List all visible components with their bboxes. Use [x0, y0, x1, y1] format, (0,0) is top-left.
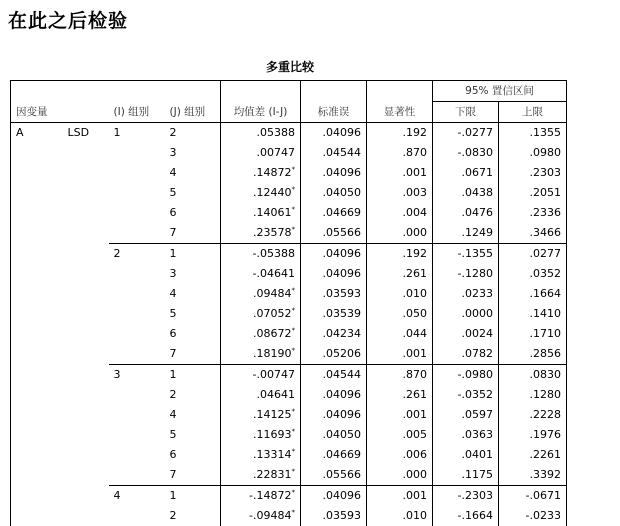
- mean-diff-value: .23578: [253, 226, 292, 239]
- mean-diff-cell: [221, 506, 301, 526]
- lower-bound-cell: .1175: [433, 465, 499, 486]
- method-cell: [63, 445, 109, 465]
- mean-diff-cell: [221, 445, 301, 465]
- upper-bound-cell: .1280: [499, 385, 567, 405]
- std-error-cell: .04096: [301, 123, 367, 144]
- table-row: [11, 506, 567, 526]
- table-row: [11, 385, 567, 405]
- significance-cell: .192: [367, 244, 433, 265]
- header-row-top: [11, 81, 567, 102]
- header-j-group: (J) 组别: [165, 102, 221, 123]
- significance-cell: .192: [367, 123, 433, 144]
- mean-diff-cell: [221, 143, 301, 163]
- significance-star: *: [291, 286, 295, 295]
- method-cell: [63, 506, 109, 526]
- table-row: [11, 304, 567, 324]
- lower-bound-cell: -.0980: [433, 365, 499, 386]
- header-lower: 下限: [433, 102, 499, 123]
- lower-bound-cell: .0597: [433, 405, 499, 425]
- lower-bound-cell: .0438: [433, 183, 499, 203]
- method-cell: LSD: [67, 126, 90, 139]
- i-group-cell: [109, 344, 165, 365]
- significance-cell: .005: [367, 425, 433, 445]
- lower-bound-cell: -.1280: [433, 264, 499, 284]
- significance-star: *: [291, 326, 295, 335]
- mean-diff-cell: [221, 465, 301, 486]
- mean-diff-value: .14872: [253, 166, 292, 179]
- mean-diff-value: .18190: [253, 347, 292, 360]
- mean-diff-cell: [221, 405, 301, 425]
- table-row: [11, 163, 567, 183]
- mean-diff-value: -.09484: [249, 509, 292, 522]
- std-error-cell: .04096: [301, 244, 367, 265]
- lower-bound-cell: -.0830: [433, 143, 499, 163]
- mean-diff-value: -.14872: [249, 489, 292, 502]
- header-row-bottom: [11, 102, 567, 123]
- dependent-var-cell: [11, 365, 63, 386]
- significance-star: *: [291, 508, 295, 517]
- lower-bound-cell: .1249: [433, 223, 499, 244]
- i-group-cell: 2: [109, 244, 165, 265]
- upper-bound-cell: .2303: [499, 163, 567, 183]
- std-error-cell: .04669: [301, 203, 367, 223]
- mean-diff-cell: [221, 284, 301, 304]
- std-error-cell: .03539: [301, 304, 367, 324]
- std-error-cell: .04096: [301, 385, 367, 405]
- dependent-var-cell: [11, 405, 63, 425]
- j-group-cell: 5: [169, 186, 177, 199]
- dependent-var-cell: [11, 385, 63, 405]
- method-cell: [63, 284, 109, 304]
- upper-bound-cell: .0980: [499, 143, 567, 163]
- mean-diff-value: .11693: [253, 428, 292, 441]
- table-row: [11, 223, 567, 244]
- mean-diff-value: -.05388: [252, 247, 295, 260]
- i-group-cell: 1: [113, 126, 121, 139]
- dependent-var-cell: [11, 304, 63, 324]
- lower-bound-cell: .0024: [433, 324, 499, 344]
- mean-diff-cell: [221, 304, 301, 324]
- table-row: [11, 264, 567, 284]
- mean-diff-value: .09484: [253, 287, 292, 300]
- j-group-cell: 4: [169, 166, 177, 179]
- significance-cell: .010: [367, 506, 433, 526]
- significance-star: *: [291, 346, 295, 355]
- mean-diff-value: -.00747: [252, 368, 295, 381]
- mean-diff-cell: [221, 425, 301, 445]
- dependent-var-cell: [11, 183, 63, 203]
- dependent-var-cell: [11, 425, 63, 445]
- dependent-var-cell: [11, 324, 63, 344]
- std-error-cell: .04050: [301, 425, 367, 445]
- dependent-var-cell: [11, 143, 63, 163]
- table-row: [11, 465, 567, 486]
- mean-diff-value: .13314: [253, 448, 292, 461]
- j-group-cell: 6: [169, 206, 177, 219]
- std-error-cell: .05566: [301, 223, 367, 244]
- lower-bound-cell: .0476: [433, 203, 499, 223]
- table-row: [11, 486, 567, 507]
- mean-diff-cell: [221, 123, 301, 144]
- multiple-comparisons-table: [10, 80, 567, 526]
- j-group-cell: 2: [169, 388, 177, 401]
- lower-bound-cell: -.0277: [433, 123, 499, 144]
- method-cell: [63, 465, 109, 486]
- significance-cell: .010: [367, 284, 433, 304]
- dependent-var-cell: [11, 264, 63, 284]
- upper-bound-cell: .0352: [499, 264, 567, 284]
- mean-diff-value: .04641: [256, 388, 295, 401]
- mean-diff-cell: [221, 203, 301, 223]
- i-group-cell: [109, 445, 165, 465]
- upper-bound-cell: .2051: [499, 183, 567, 203]
- i-group-cell: 4: [109, 486, 165, 507]
- mean-diff-cell: [221, 365, 301, 386]
- significance-cell: .261: [367, 385, 433, 405]
- header-significance: 显著性: [367, 102, 433, 123]
- method-cell: [63, 304, 109, 324]
- significance-star: *: [291, 407, 295, 416]
- mean-diff-value: .14061: [253, 206, 292, 219]
- j-group-cell: 2: [169, 509, 177, 522]
- std-error-cell: .04096: [301, 264, 367, 284]
- mean-diff-value: .05388: [256, 126, 295, 139]
- upper-bound-cell: .2856: [499, 344, 567, 365]
- upper-bound-cell: -.0233: [499, 506, 567, 526]
- mean-diff-value: -.04641: [252, 267, 295, 280]
- upper-bound-cell: .1355: [499, 123, 567, 144]
- significance-cell: .044: [367, 324, 433, 344]
- dependent-var-cell: A: [11, 123, 63, 144]
- dependent-var-cell: [11, 284, 63, 304]
- lower-bound-cell: .0401: [433, 445, 499, 465]
- significance-cell: .870: [367, 365, 433, 386]
- std-error-cell: .05566: [301, 465, 367, 486]
- j-group-cell: 3: [169, 267, 177, 280]
- table-row: [11, 344, 567, 365]
- j-group-cell: 1: [165, 365, 221, 386]
- j-group-cell: 4: [169, 287, 177, 300]
- significance-cell: .261: [367, 264, 433, 284]
- method-cell: [63, 223, 109, 244]
- lower-bound-cell: -.2303: [433, 486, 499, 507]
- lower-bound-cell: .0671: [433, 163, 499, 183]
- j-group-cell: 4: [169, 408, 177, 421]
- table-row: [11, 123, 567, 144]
- mean-diff-cell: [221, 344, 301, 365]
- j-group-cell: 3: [169, 146, 177, 159]
- lower-bound-cell: .0233: [433, 284, 499, 304]
- upper-bound-cell: .2261: [499, 445, 567, 465]
- significance-cell: .001: [367, 405, 433, 425]
- std-error-cell: .04544: [301, 143, 367, 163]
- i-group-cell: [109, 304, 165, 324]
- table-caption: 多重比较: [265, 60, 314, 74]
- i-group-cell: [109, 223, 165, 244]
- significance-star: *: [291, 185, 295, 194]
- dependent-var-cell: [11, 344, 63, 365]
- mean-diff-cell: [221, 223, 301, 244]
- i-group-cell: [109, 506, 165, 526]
- dependent-var-cell: [11, 486, 63, 507]
- std-error-cell: .04544: [301, 365, 367, 386]
- header-std-error: 标准误: [301, 102, 367, 123]
- j-group-cell: 7: [169, 468, 177, 481]
- significance-cell: .000: [367, 223, 433, 244]
- table-row: [11, 203, 567, 223]
- std-error-cell: .04669: [301, 445, 367, 465]
- method-cell: [63, 425, 109, 445]
- page-heading: 在此之后检验: [8, 10, 129, 32]
- table-row: [11, 284, 567, 304]
- upper-bound-cell: .2228: [499, 405, 567, 425]
- method-cell: [63, 143, 109, 163]
- i-group-cell: [109, 324, 165, 344]
- j-group-cell: 5: [169, 428, 177, 441]
- mean-diff-value: .14125: [253, 408, 292, 421]
- method-cell: [63, 264, 109, 284]
- significance-cell: .001: [367, 163, 433, 183]
- i-group-cell: [109, 203, 165, 223]
- i-group-cell: [109, 405, 165, 425]
- method-cell: [63, 405, 109, 425]
- significance-star: *: [291, 447, 295, 456]
- mean-diff-value: .22831: [253, 468, 292, 481]
- i-group-cell: [109, 143, 165, 163]
- dependent-var-cell: [11, 244, 63, 265]
- upper-bound-cell: .2336: [499, 203, 567, 223]
- upper-bound-cell: .1664: [499, 284, 567, 304]
- mean-diff-value: .00747: [256, 146, 295, 159]
- table-row: [11, 445, 567, 465]
- dependent-var-cell: [11, 203, 63, 223]
- method-cell: [63, 183, 109, 203]
- table-row: [11, 365, 567, 386]
- upper-bound-cell: .3466: [499, 223, 567, 244]
- j-group-cell: 7: [169, 347, 177, 360]
- table-row: [11, 425, 567, 445]
- std-error-cell: .04096: [301, 405, 367, 425]
- std-error-cell: .04234: [301, 324, 367, 344]
- table-row: [11, 143, 567, 163]
- lower-bound-cell: -.0352: [433, 385, 499, 405]
- ci-header: 95% 置信区间: [433, 81, 567, 102]
- method-cell: [63, 344, 109, 365]
- lower-bound-cell: -.1664: [433, 506, 499, 526]
- significance-cell: .003: [367, 183, 433, 203]
- mean-diff-value: .12440: [253, 186, 292, 199]
- mean-diff-cell: [221, 486, 301, 507]
- method-cell: [63, 324, 109, 344]
- upper-bound-cell: -.0671: [499, 486, 567, 507]
- upper-bound-cell: .0277: [499, 244, 567, 265]
- method-cell: [63, 163, 109, 183]
- header-i-group: (I) 组别: [109, 102, 165, 123]
- mean-diff-cell: [221, 264, 301, 284]
- mean-diff-cell: [221, 183, 301, 203]
- significance-star: *: [291, 205, 295, 214]
- std-error-cell: .04096: [301, 486, 367, 507]
- significance-cell: .001: [367, 344, 433, 365]
- upper-bound-cell: .1710: [499, 324, 567, 344]
- method-cell: [63, 486, 109, 507]
- mean-diff-cell: [221, 324, 301, 344]
- significance-star: *: [291, 467, 295, 476]
- std-error-cell: .04050: [301, 183, 367, 203]
- method-cell: [63, 203, 109, 223]
- significance-cell: .004: [367, 203, 433, 223]
- mean-diff-cell: [221, 385, 301, 405]
- table-row: [11, 183, 567, 203]
- method-cell: [63, 365, 109, 386]
- mean-diff-value: .07052: [253, 307, 292, 320]
- significance-cell: .006: [367, 445, 433, 465]
- significance-star: *: [291, 427, 295, 436]
- j-group-cell: 6: [169, 448, 177, 461]
- dependent-var-cell: [11, 465, 63, 486]
- i-group-cell: [109, 425, 165, 445]
- mean-diff-cell: [221, 163, 301, 183]
- significance-cell: .001: [367, 486, 433, 507]
- j-group-cell: 7: [169, 226, 177, 239]
- j-group-cell: 1: [165, 244, 221, 265]
- j-group-cell: 6: [169, 327, 177, 340]
- lower-bound-cell: .0782: [433, 344, 499, 365]
- mean-diff-value: .08672: [253, 327, 292, 340]
- i-group-cell: [109, 284, 165, 304]
- i-group-cell: 3: [109, 365, 165, 386]
- j-group-cell: 5: [169, 307, 177, 320]
- lower-bound-cell: .0363: [433, 425, 499, 445]
- upper-bound-cell: .3392: [499, 465, 567, 486]
- header-mean-diff: 均值差 (I-J): [221, 102, 301, 123]
- significance-star: *: [291, 225, 295, 234]
- i-group-cell: [109, 183, 165, 203]
- header-upper: 上限: [499, 102, 567, 123]
- upper-bound-cell: .0830: [499, 365, 567, 386]
- upper-bound-cell: .1976: [499, 425, 567, 445]
- significance-star: *: [291, 165, 295, 174]
- i-group-cell: [109, 385, 165, 405]
- dependent-var-cell: [11, 163, 63, 183]
- upper-bound-cell: .1410: [499, 304, 567, 324]
- lower-bound-cell: -.1355: [433, 244, 499, 265]
- i-group-cell: [109, 163, 165, 183]
- dependent-var-cell: [11, 223, 63, 244]
- significance-star: *: [291, 306, 295, 315]
- std-error-cell: .05206: [301, 344, 367, 365]
- table-row: [11, 405, 567, 425]
- std-error-cell: .04096: [301, 163, 367, 183]
- method-cell: [63, 244, 109, 265]
- header-dependent-var: 因变量: [11, 102, 109, 123]
- significance-cell: .870: [367, 143, 433, 163]
- significance-cell: .000: [367, 465, 433, 486]
- table-row: [11, 324, 567, 344]
- significance-cell: .050: [367, 304, 433, 324]
- method-cell: [63, 385, 109, 405]
- table-row: [11, 244, 567, 265]
- significance-star: *: [291, 488, 295, 497]
- j-group-cell: 1: [165, 486, 221, 507]
- j-group-cell: 2: [169, 126, 177, 139]
- std-error-cell: .03593: [301, 284, 367, 304]
- dependent-var-cell: [11, 445, 63, 465]
- mean-diff-cell: [221, 244, 301, 265]
- std-error-cell: .03593: [301, 506, 367, 526]
- i-group-cell: [109, 264, 165, 284]
- dependent-var-cell: [11, 506, 63, 526]
- i-group-cell: [109, 465, 165, 486]
- lower-bound-cell: .0000: [433, 304, 499, 324]
